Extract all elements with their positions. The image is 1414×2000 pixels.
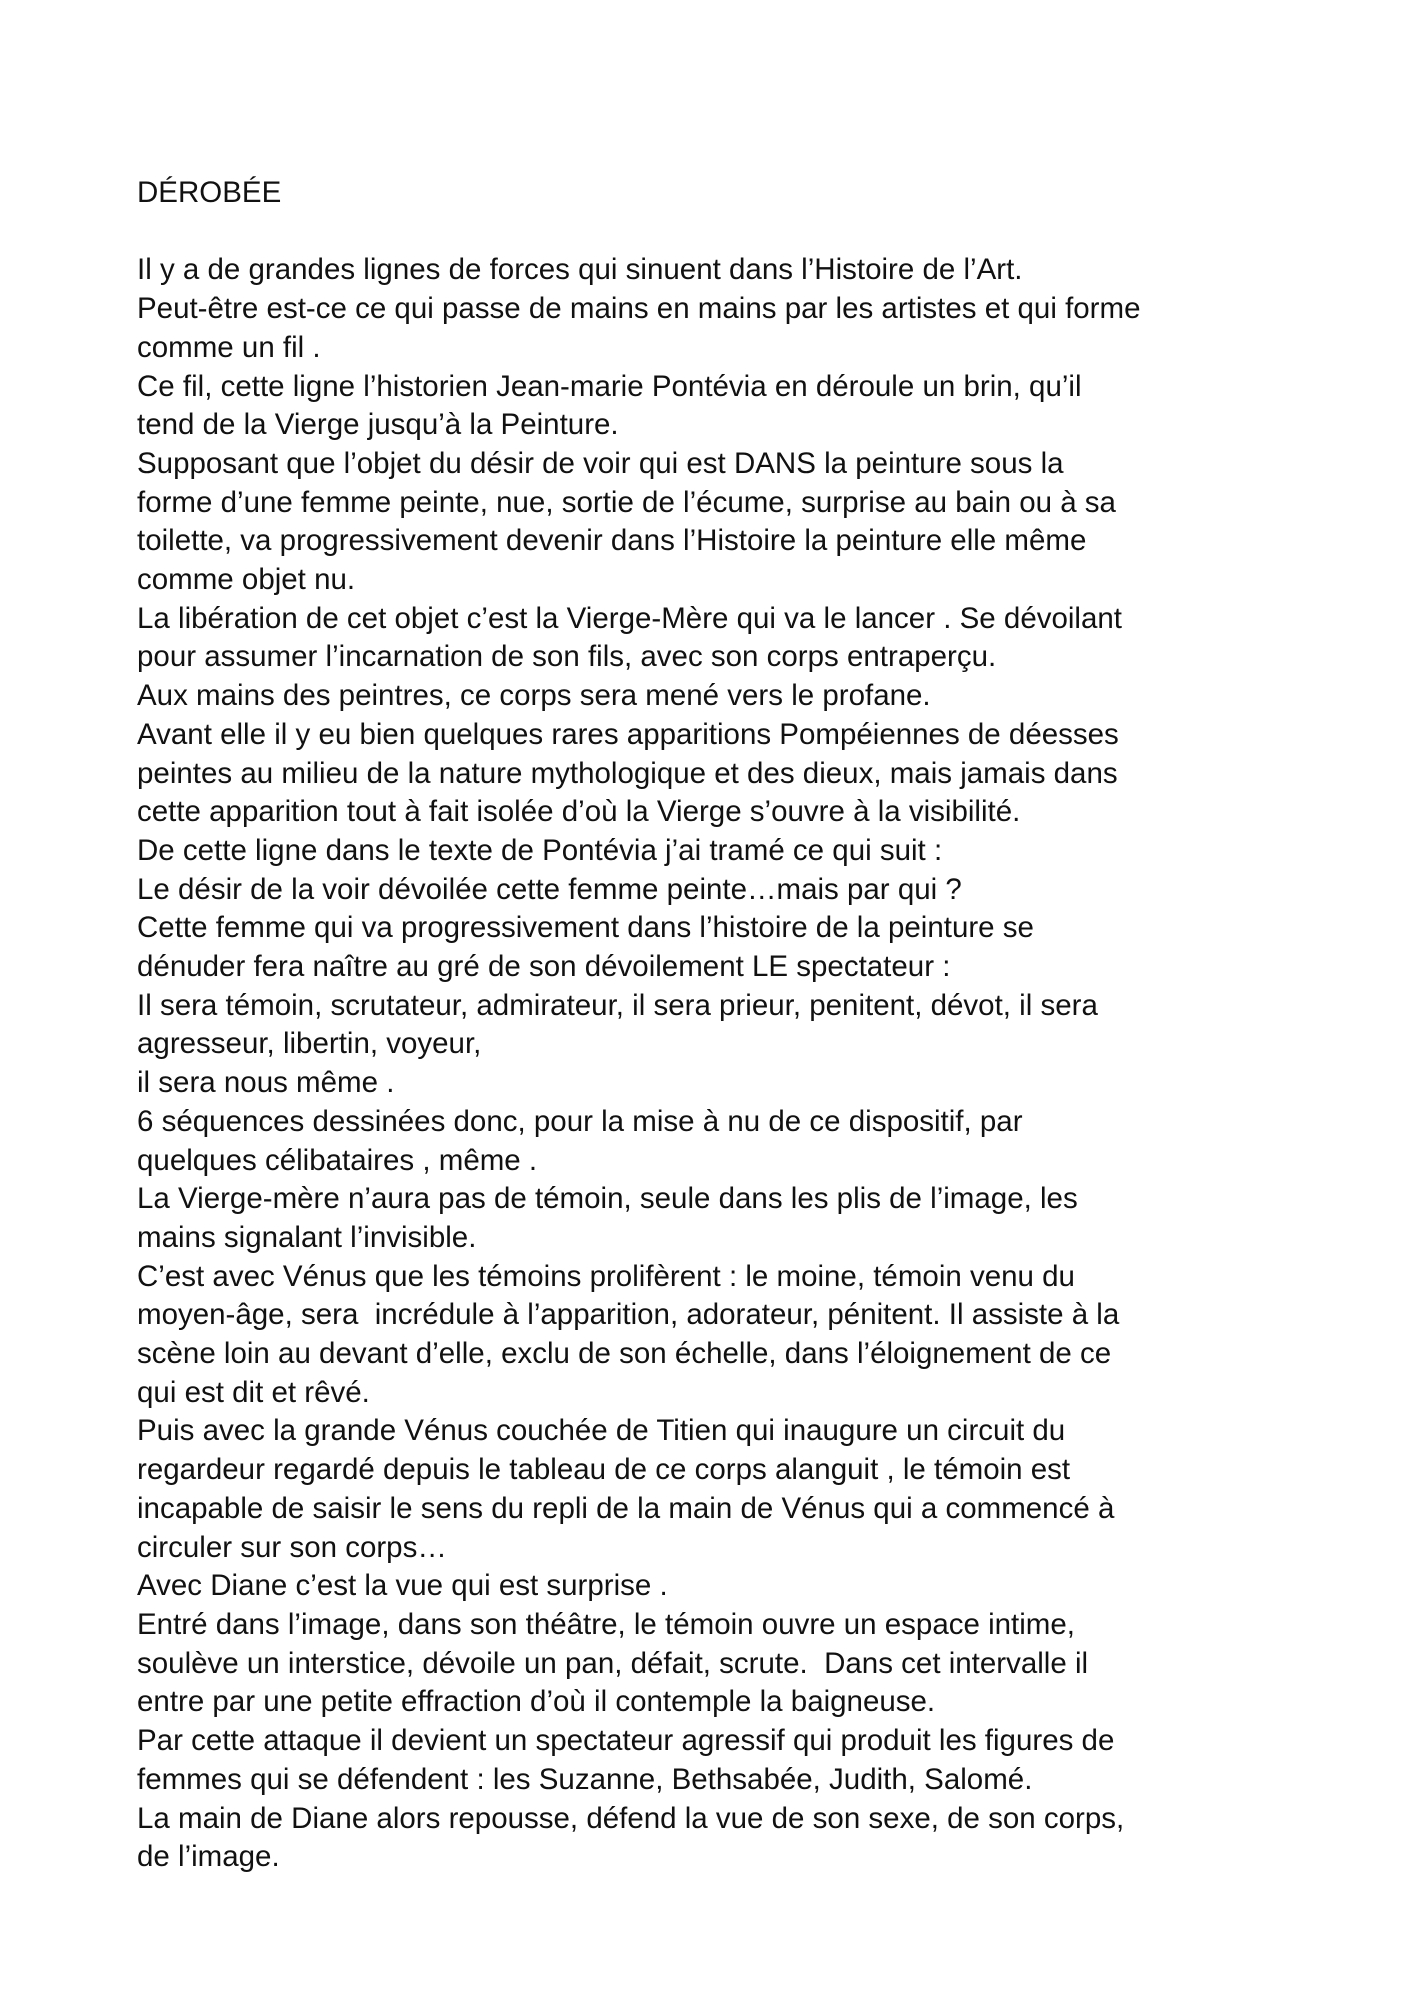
text-line: quelques célibataires , même . [137, 1143, 538, 1177]
text-line: soulève un interstice, dévoile un pan, défait, scrute. Dans cet intervalle il [137, 1646, 1089, 1680]
text-line: cette apparition tout à fait isolée d’où la Vierge s’ouvre à la visibilité. [137, 795, 1021, 829]
text-line: La main de Diane alors repousse, défend la vue de son sexe, de son corps, [137, 1801, 1125, 1835]
text-line: Puis avec la grande Vénus couchée de Titien qui inaugure un circuit du [137, 1414, 1066, 1448]
text-line: Aux mains des peintres, ce corps sera mené vers le profane. [137, 679, 931, 713]
text-line: 6 séquences dessinées donc, pour la mise à nu de ce dispositif, par [137, 1104, 1023, 1138]
text-line: regardeur regardé depuis le tableau de ce corps alanguit , le témoin est [137, 1453, 1071, 1487]
text-line: incapable de saisir le sens du repli de la main de Vénus qui a commencé à [137, 1491, 1115, 1525]
text-line: La libération de cet objet c’est la Vierge-Mère qui va le lancer . Se dévoilant [137, 601, 1122, 635]
text-line: circuler sur son corps… [137, 1530, 447, 1564]
text-line: femmes qui se défendent : les Suzanne, Bethsabée, Judith, Salomé. [137, 1762, 1033, 1796]
text-line: C’est avec Vénus que les témoins prolifèrent : le moine, témoin venu du [137, 1259, 1075, 1293]
text-line: toilette, va progressivement devenir dans l’Histoire la peinture elle même [137, 524, 1087, 558]
text-line: peintes au milieu de la nature mythologique et des dieux, mais jamais dans [137, 756, 1118, 790]
text-line: agresseur, libertin, voyeur, [137, 1027, 482, 1061]
text-line: Par cette attaque il devient un spectateur agressif qui produit les figures de [137, 1724, 1115, 1758]
text-line: Cette femme qui va progressivement dans l’histoire de la peinture se [137, 911, 1034, 945]
text-line: forme d’une femme peinte, nue, sortie de l’écume, surprise au bain ou à sa [137, 485, 1116, 519]
text-line: Entré dans l’image, dans son théâtre, le témoin ouvre un espace intime, [137, 1608, 1075, 1641]
text-line: Il y a de grandes lignes de forces qui sinuent dans l’Histoire de l’Art. [137, 253, 1023, 287]
text-line: dénuder fera naître au gré de son dévoilement LE spectateur : [137, 950, 951, 984]
text-line: comme objet nu. [137, 563, 356, 597]
text-line: Ce fil, cette ligne l’historien Jean-marie Pontévia en déroule un brin, qu’il [137, 369, 1082, 403]
document-title: DÉROBÉE [137, 176, 282, 209]
text-line: il sera nous même . [137, 1066, 395, 1100]
text-line: entre par une petite effraction d’où il contemple la baigneuse. [137, 1685, 936, 1719]
text-line: La Vierge-mère n’aura pas de témoin, seule dans les plis de l’image, les [137, 1182, 1078, 1216]
text-line: De cette ligne dans le texte de Pontévia j’ai tramé ce qui suit : [137, 833, 943, 867]
document-body [137, 174, 1317, 1877]
text-line: tend de la Vierge jusqu’à la Peinture. [137, 408, 619, 442]
paragraph-lines [137, 251, 1317, 1877]
text-line: Le désir de la voir dévoilée cette femme peinte…mais par qui ? [137, 872, 962, 906]
text-line: Il sera témoin, scrutateur, admirateur, il sera prieur, penitent, dévot, il sera [137, 988, 1098, 1022]
text-line: pour assumer l’incarnation de son fils, avec son corps entraperçu. [137, 640, 997, 674]
text-line: de l’image. [137, 1840, 280, 1874]
text-line: moyen-âge, sera incrédule à l’apparition, adorateur, pénitent. Il assiste à la [137, 1298, 1120, 1332]
text-line: Supposant que l’objet du désir de voir qui est DANS la peinture sous la [137, 446, 1064, 480]
text-line: Avec Diane c’est la vue qui est surprise . [137, 1569, 668, 1603]
text-line: scène loin au devant d’elle, exclu de son échelle, dans l’éloignement de ce [137, 1337, 1112, 1371]
text-line: mains signalant l’invisible. [137, 1220, 477, 1254]
text-line: Peut-être est-ce ce qui passe de mains en mains par les artistes et qui forme [137, 292, 1141, 326]
text-line: Avant elle il y eu bien quelques rares apparitions Pompéiennes de déesses [137, 717, 1119, 751]
text-line: comme un fil . [137, 330, 321, 364]
text-line: qui est dit et rêvé. [137, 1375, 370, 1409]
